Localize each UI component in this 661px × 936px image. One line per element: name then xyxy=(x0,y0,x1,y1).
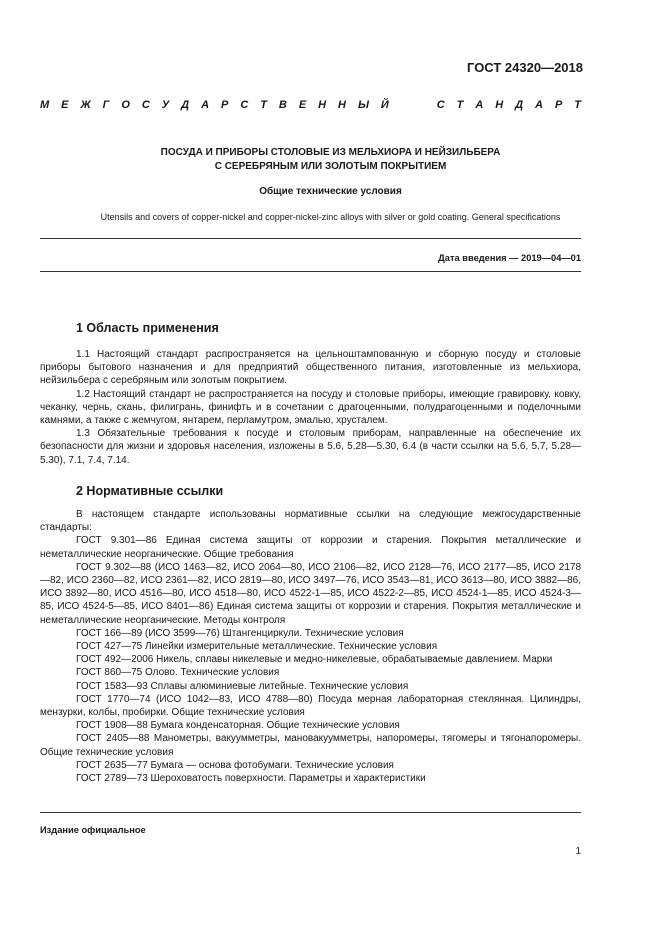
page-number: 1 xyxy=(575,846,581,857)
ref-item: ГОСТ 1770—74 (ИСО 1042—83, ИСО 4788—80) Посуда мерная лабораторная стеклянная. Цилиндры, мензурки, колбы, пробирки. Общие технические условия xyxy=(40,693,581,719)
ref-item: ГОСТ 9.302—88 (ИСО 1463—82, ИСО 2064—80, ИСО 2106—82, ИСО 2128—76, ИСО 2177—85, ИСО 2178—82, ИСО 2360—82, ИСО 2361—82, ИСО 2819—80, ИСО 3497—76, ИСО 3543—81, ИСО 3613—80, ИСО 3882—86, ИСО 3892—80, ИСО 4516—80, ИСО 4518—80, ИСО 4522-1—85, ИСО 4522-2—85, ИСО 4524-1—85, ИСО 4524-3—85, ИСО 4524-5—85, ИСО 8401—86) Единая система защиты от коррозии и старения. Покрытия металлические и неметаллические неорганические. Методы контроля xyxy=(40,561,581,626)
ref-item: ГОСТ 492—2006 Никель, сплавы никелевые и медно-никелевые, обрабатываемые давлением. Марки xyxy=(76,654,553,666)
divider-top xyxy=(40,238,581,239)
paragraph-1-3: 1.3 Обязательные требования к посуде и столовым приборам, направленные на обеспечение их безопасности для жизни и здоровья населения, изложены в 5.6, 5.28—5.30, 6.4 (в части ссылки на 5.6, 5.7, 5.28—5.30), 7.1, 7.4, 7.14. xyxy=(40,428,581,466)
paragraph-1-1: 1.1 Настоящий стандарт распространяется на цельноштампованную и сборную посуду и столовые приборы бытового назначения и для предприятий общественного питания, изготовленные из мельхиора, нейзильбера с серебряным или золотым покрытием. xyxy=(40,349,581,387)
english-title: Utensils and covers of copper-nickel and copper-nickel-zinc alloys with silver or gold coating. General specifications xyxy=(100,212,561,222)
ref-item: ГОСТ 1908—88 Бумага конденсаторная. Общие технические условия xyxy=(76,720,400,732)
standard-number: ГОСТ 24320—2018 xyxy=(467,60,583,75)
ref-item: ГОСТ 2635—77 Бумага — основа фотобумаги. Технические условия xyxy=(76,759,394,771)
section-1-heading: 1 Область применения xyxy=(76,321,219,335)
divider-bottom xyxy=(40,271,581,272)
ref-item: ГОСТ 9.301—86 Единая система защиты от коррозии и старения. Покрытия металлические и неметаллические неорганические. Общие требования xyxy=(40,535,581,560)
title-line-2: С СЕРЕБРЯНЫМ ИЛИ ЗОЛОТЫМ ПОКРЫТИЕМ xyxy=(214,161,447,172)
official-edition-label: Издание официальное xyxy=(40,825,146,835)
paragraph-1-2: 1.2 Настоящий стандарт не распространяется на посуду и столовые приборы, имеющие гравировку, ковку, чеканку, чернь, скань, филигрань, финифть и в сочетании с драгоценными, полудрагоценными и поделочными камнями, а также с жемчугом, янтарем, перламутром, эмалью, хрусталем. xyxy=(40,388,581,427)
section-2-heading: 2 Нормативные ссылки xyxy=(76,484,224,498)
ref-item: ГОСТ 166—89 (ИСО 3599—76) Штангенциркули. Технические условия xyxy=(76,627,404,639)
section-2-body xyxy=(40,508,581,785)
section-1-body xyxy=(40,348,581,467)
ref-item: ГОСТ 860—75 Олово. Технические условия xyxy=(76,667,280,679)
ref-item: ГОСТ 427—75 Линейки измерительные металлические. Технические условия xyxy=(76,641,438,653)
ref-item: ГОСТ 2789—73 Шероховатость поверхности. Параметры и характеристики xyxy=(76,773,426,785)
interstate-standard-label: М Е Ж Г О С У Д А Р С Т В Е Н Н Ы Й С Т А Н Д А Р Т xyxy=(40,99,581,111)
ref-item: ГОСТ 2405—88 Манометры, вакуумметры, мановакуумметры, напоромеры, тягомеры и тягонапоромеры. Общие технические условия xyxy=(40,733,581,758)
document-subtitle: Общие технические условия xyxy=(259,186,402,197)
ref-item: ГОСТ 1583—93 Сплавы алюминиевые литейные. Технические условия xyxy=(76,680,409,692)
introduction-date: Дата введения — 2019—04—01 xyxy=(438,253,581,263)
footer-divider xyxy=(40,812,581,813)
section-2-intro: В настоящем стандарте использованы нормативные ссылки на следующие межгосударственные стандарты: xyxy=(40,509,581,534)
document-title xyxy=(40,146,621,174)
title-line-1: ПОСУДА И ПРИБОРЫ СТОЛОВЫЕ ИЗ МЕЛЬХИОРА И НЕЙЗИЛЬБЕРА xyxy=(160,147,501,158)
